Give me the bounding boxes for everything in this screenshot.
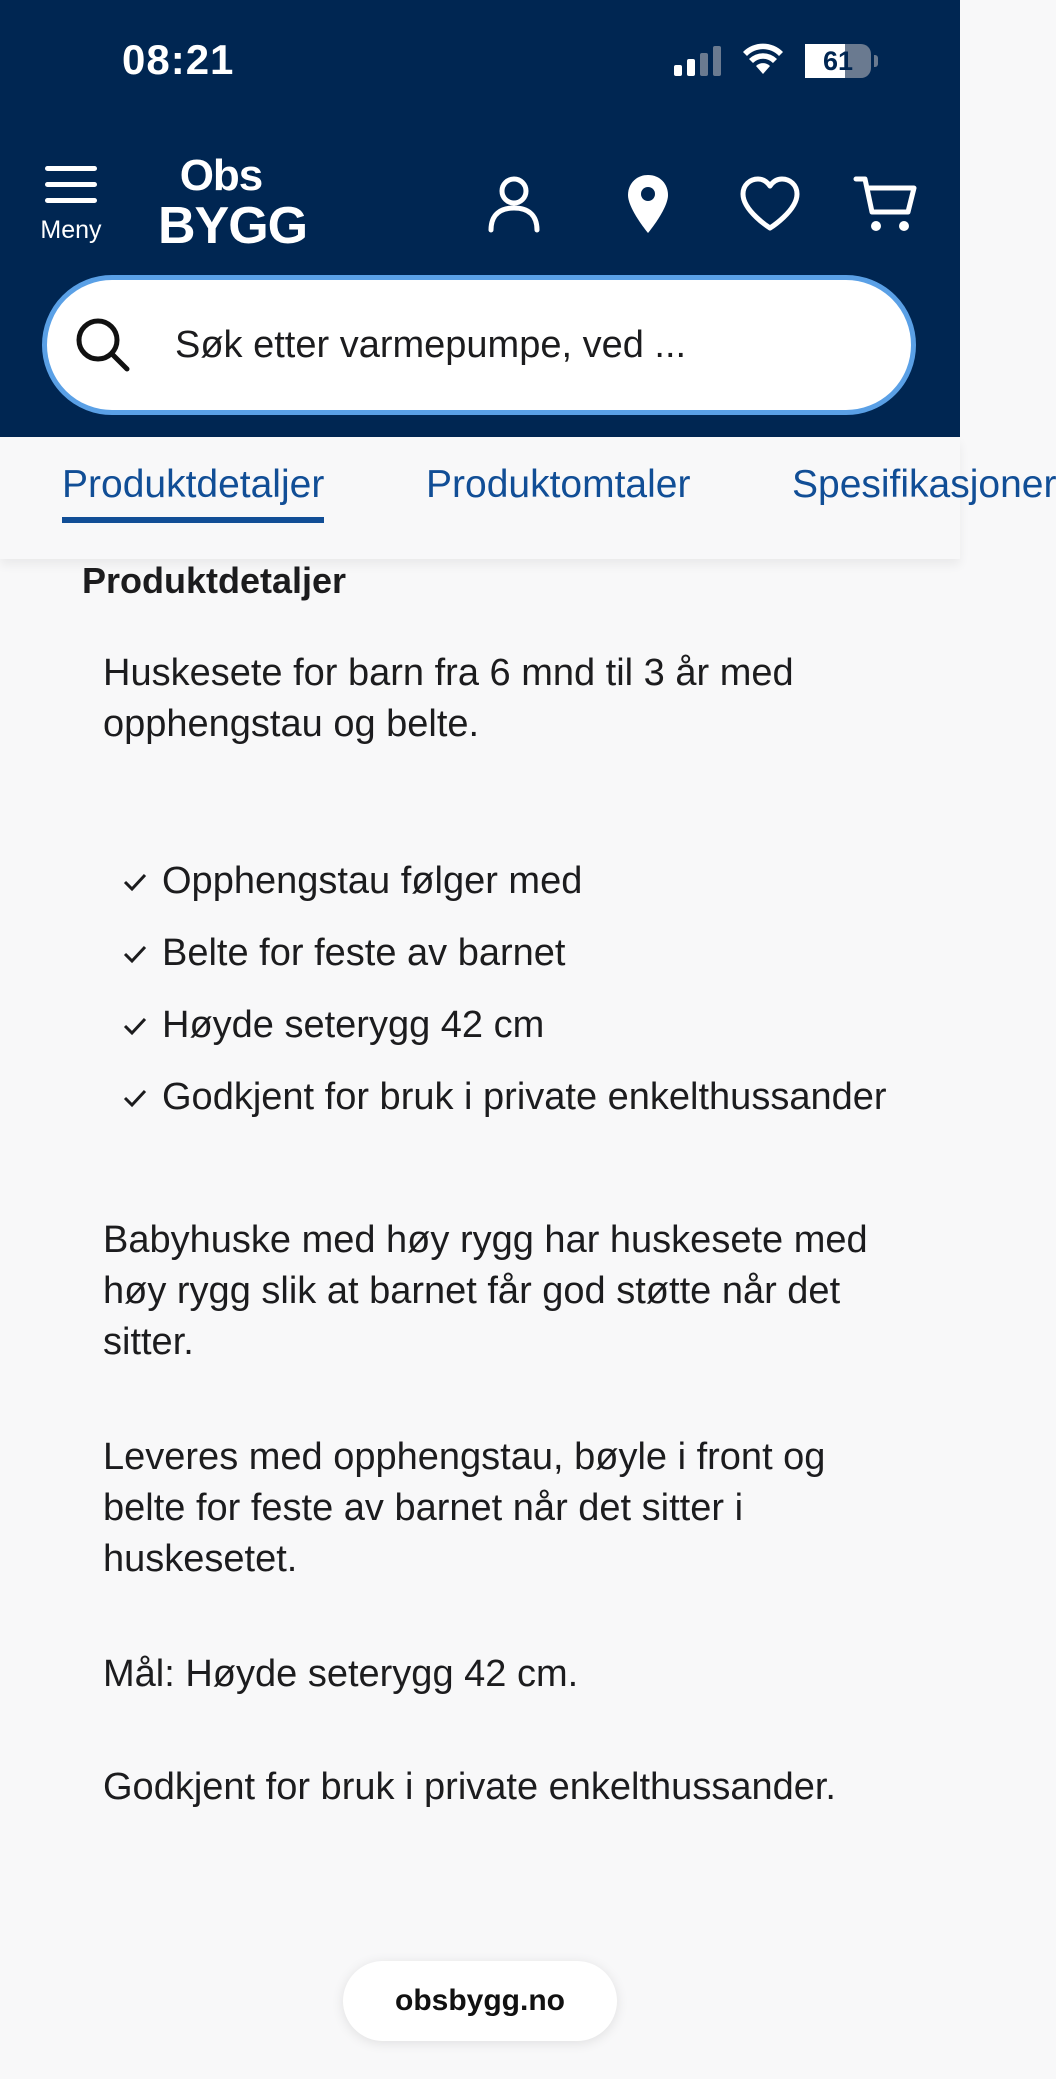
search-bar[interactable]: [42, 275, 916, 415]
description-paragraph: Leveres med opphengstau, bøyle i front og belte for feste av barnet når det sitter i huskesetet.: [103, 1436, 826, 1580]
store-locator-button[interactable]: [612, 168, 684, 240]
menu-button[interactable]: [30, 166, 112, 245]
product-description: [103, 648, 893, 1813]
cart-button[interactable]: [850, 168, 922, 240]
search-input[interactable]: [173, 323, 857, 368]
checkmark-icon: [123, 944, 147, 964]
favorites-button[interactable]: [734, 168, 806, 240]
description-paragraph: Godkjent for bruk i private enkelthussander.: [103, 1766, 836, 1808]
section-title: Produktdetaljer: [82, 560, 347, 601]
battery-cap: [874, 55, 878, 67]
feature-list: [103, 856, 893, 1123]
feature-item: [103, 1072, 893, 1123]
url-domain-pill[interactable]: obsbygg.no: [343, 1961, 617, 2041]
hamburger-icon: [45, 166, 97, 214]
user-icon: [486, 174, 542, 234]
cart-icon: [854, 174, 918, 234]
tab-produktdetaljer[interactable]: Produktdetaljer: [62, 463, 324, 523]
logo-top-text: Obs: [179, 151, 263, 200]
checkmark-icon: [123, 872, 147, 892]
obs-bygg-logo[interactable]: [158, 151, 308, 255]
tab-spesifikasjoner[interactable]: Spesifikasjoner: [792, 463, 1056, 506]
status-time: 08:21: [122, 36, 235, 83]
feature-item: [103, 928, 893, 979]
menu-label: Meny: [40, 216, 102, 244]
status-icons: [674, 44, 878, 78]
checkmark-icon: [123, 1016, 147, 1036]
account-button[interactable]: [478, 168, 550, 240]
battery-level: 61: [822, 46, 854, 76]
checkmark-icon: [123, 1088, 147, 1108]
feature-text: Belte for feste av barnet: [162, 932, 566, 974]
battery-icon: [805, 44, 871, 78]
location-pin-icon: [625, 173, 671, 235]
heart-icon: [739, 176, 801, 232]
feature-text: Godkjent for bruk i private enkelthussander: [162, 1076, 887, 1118]
cellular-signal-icon: [674, 46, 721, 76]
description-paragraph: Mål: Høyde seterygg 42 cm.: [103, 1653, 579, 1695]
intro-text: Huskesete for barn fra 6 mnd til 3 år med opphengstau og belte.: [103, 652, 794, 745]
description-paragraph: Babyhuske med høy rygg har huskesete med høy rygg slik at barnet får god støtte når det sitter.: [103, 1219, 868, 1363]
feature-item: [103, 856, 893, 907]
logo-bottom-text: BYGG: [158, 197, 308, 255]
tab-produktomtaler[interactable]: Produktomtaler: [426, 463, 691, 506]
wifi-icon: [743, 46, 783, 76]
app-header: [0, 0, 960, 437]
product-tabs: [0, 437, 1056, 559]
feature-text: Høyde seterygg 42 cm: [162, 1004, 545, 1046]
search-icon: [73, 315, 133, 375]
feature-item: [103, 1000, 893, 1051]
feature-text: Opphengstau følger med: [162, 860, 583, 902]
